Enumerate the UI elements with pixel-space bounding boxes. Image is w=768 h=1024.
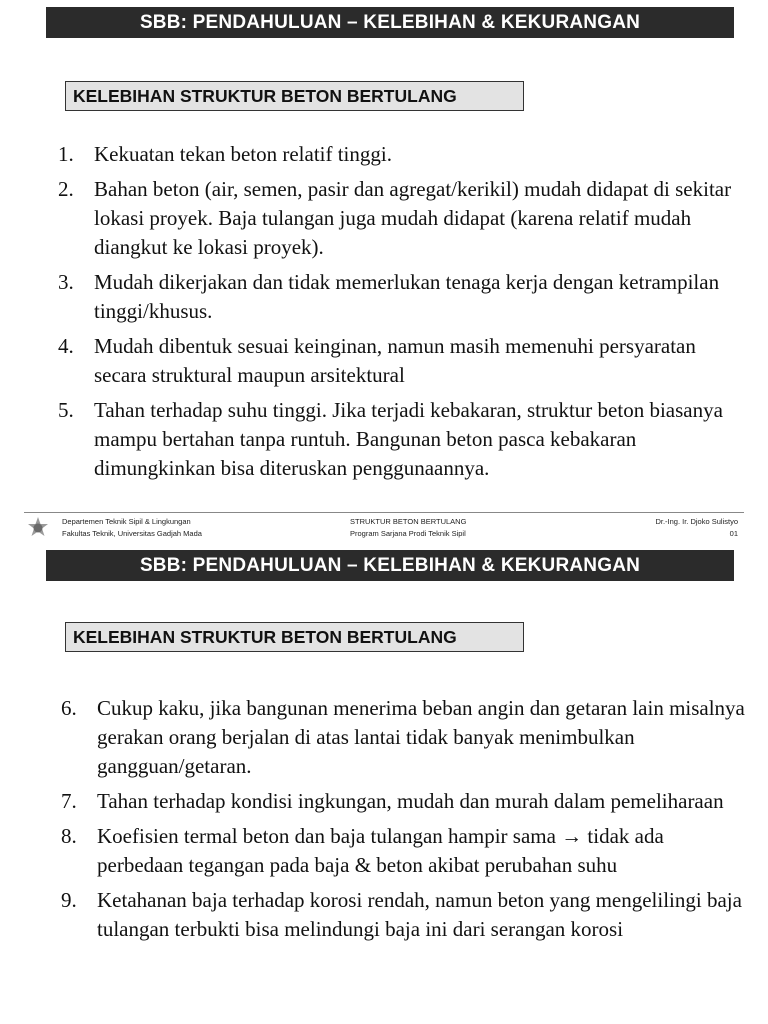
item-text: Tahan terhadap suhu tinggi. Jika terjadi kebakaran, struktur beton biasanya mampu bertahan tanpa runtuh. Bangunan beton pasca kebakaran dimungkinkan bisa diteruskan penggunaannya. — [94, 398, 723, 480]
item-number: 6. — [61, 696, 77, 720]
advantages-list — [61, 694, 751, 950]
section-heading: KELEBIHAN STRUKTUR BETON BERTULANG — [65, 81, 524, 111]
slide-title: SBB: PENDAHULUAN – KELEBIHAN & KEKURANGAN — [46, 550, 734, 581]
slide-2 — [0, 549, 768, 1024]
list-item — [61, 822, 751, 880]
list-item — [61, 787, 751, 816]
item-text: Ketahanan baja terhadap korosi rendah, namun beton yang mengelilingi baja tulangan terbukti bisa melindungi baja ini dari serangan korosi — [97, 888, 742, 941]
list-item — [58, 396, 748, 483]
footer-course: STRUKTUR BETON BERTULANG — [350, 517, 467, 526]
slide-footer — [24, 512, 744, 543]
list-item — [58, 268, 748, 326]
list-item — [58, 140, 748, 169]
item-number: 4. — [58, 334, 74, 358]
item-text: Koefisien termal beton dan baja tulangan hampir sama → tidak ada perbedaan tegangan pada baja & beton akibat perubahan suhu — [97, 824, 664, 877]
item-text: Bahan beton (air, semen, pasir dan agregat/kerikil) mudah didapat di sekitar lokasi proyek. Baja tulangan juga mudah didapat (karena relatif mudah diangkut ke lokasi proyek). — [94, 177, 732, 259]
footer-program: Program Sarjana Prodi Teknik Sipil — [350, 529, 466, 538]
item-number: 5. — [58, 398, 74, 422]
advantages-list — [58, 140, 748, 489]
footer-right — [655, 516, 738, 540]
footer-faculty: Fakultas Teknik, Universitas Gadjah Mada — [62, 529, 202, 538]
list-item — [61, 694, 751, 781]
footer-center — [350, 516, 466, 540]
item-text: Mudah dibentuk sesuai keinginan, namun masih memenuhi persyaratan secara struktural maupun arsitektural — [94, 334, 696, 387]
section-heading: KELEBIHAN STRUKTUR BETON BERTULANG — [65, 622, 524, 652]
item-number: 1. — [58, 142, 74, 166]
list-item — [58, 175, 748, 262]
footer-left — [62, 516, 202, 540]
footer-author: Dr.-Ing. Ir. Djoko Sulistyo — [655, 517, 738, 526]
item-text: Mudah dikerjakan dan tidak memerlukan tenaga kerja dengan ketrampilan tinggi/khusus. — [94, 270, 720, 323]
item-text: Tahan terhadap kondisi ingkungan, mudah dan murah dalam pemeliharaan — [97, 789, 724, 813]
item-text: Cukup kaku, jika bangunan menerima beban angin dan getaran lain misalnya gerakan orang berjalan di atas lantai tidak banyak menimbulkan gangguan/getaran. — [97, 696, 745, 778]
item-number: 2. — [58, 177, 74, 201]
item-number: 9. — [61, 888, 77, 912]
university-logo-icon — [26, 516, 50, 540]
list-item — [61, 886, 751, 944]
footer-department: Departemen Teknik Sipil & Lingkungan — [62, 517, 191, 526]
item-number: 8. — [61, 824, 77, 848]
item-text: Kekuatan tekan beton relatif tinggi. — [94, 142, 392, 166]
item-number: 7. — [61, 789, 77, 813]
item-number: 3. — [58, 270, 74, 294]
list-item — [58, 332, 748, 390]
footer-page-number: 01 — [729, 529, 738, 538]
slide-title: SBB: PENDAHULUAN – KELEBIHAN & KEKURANGAN — [46, 7, 734, 38]
